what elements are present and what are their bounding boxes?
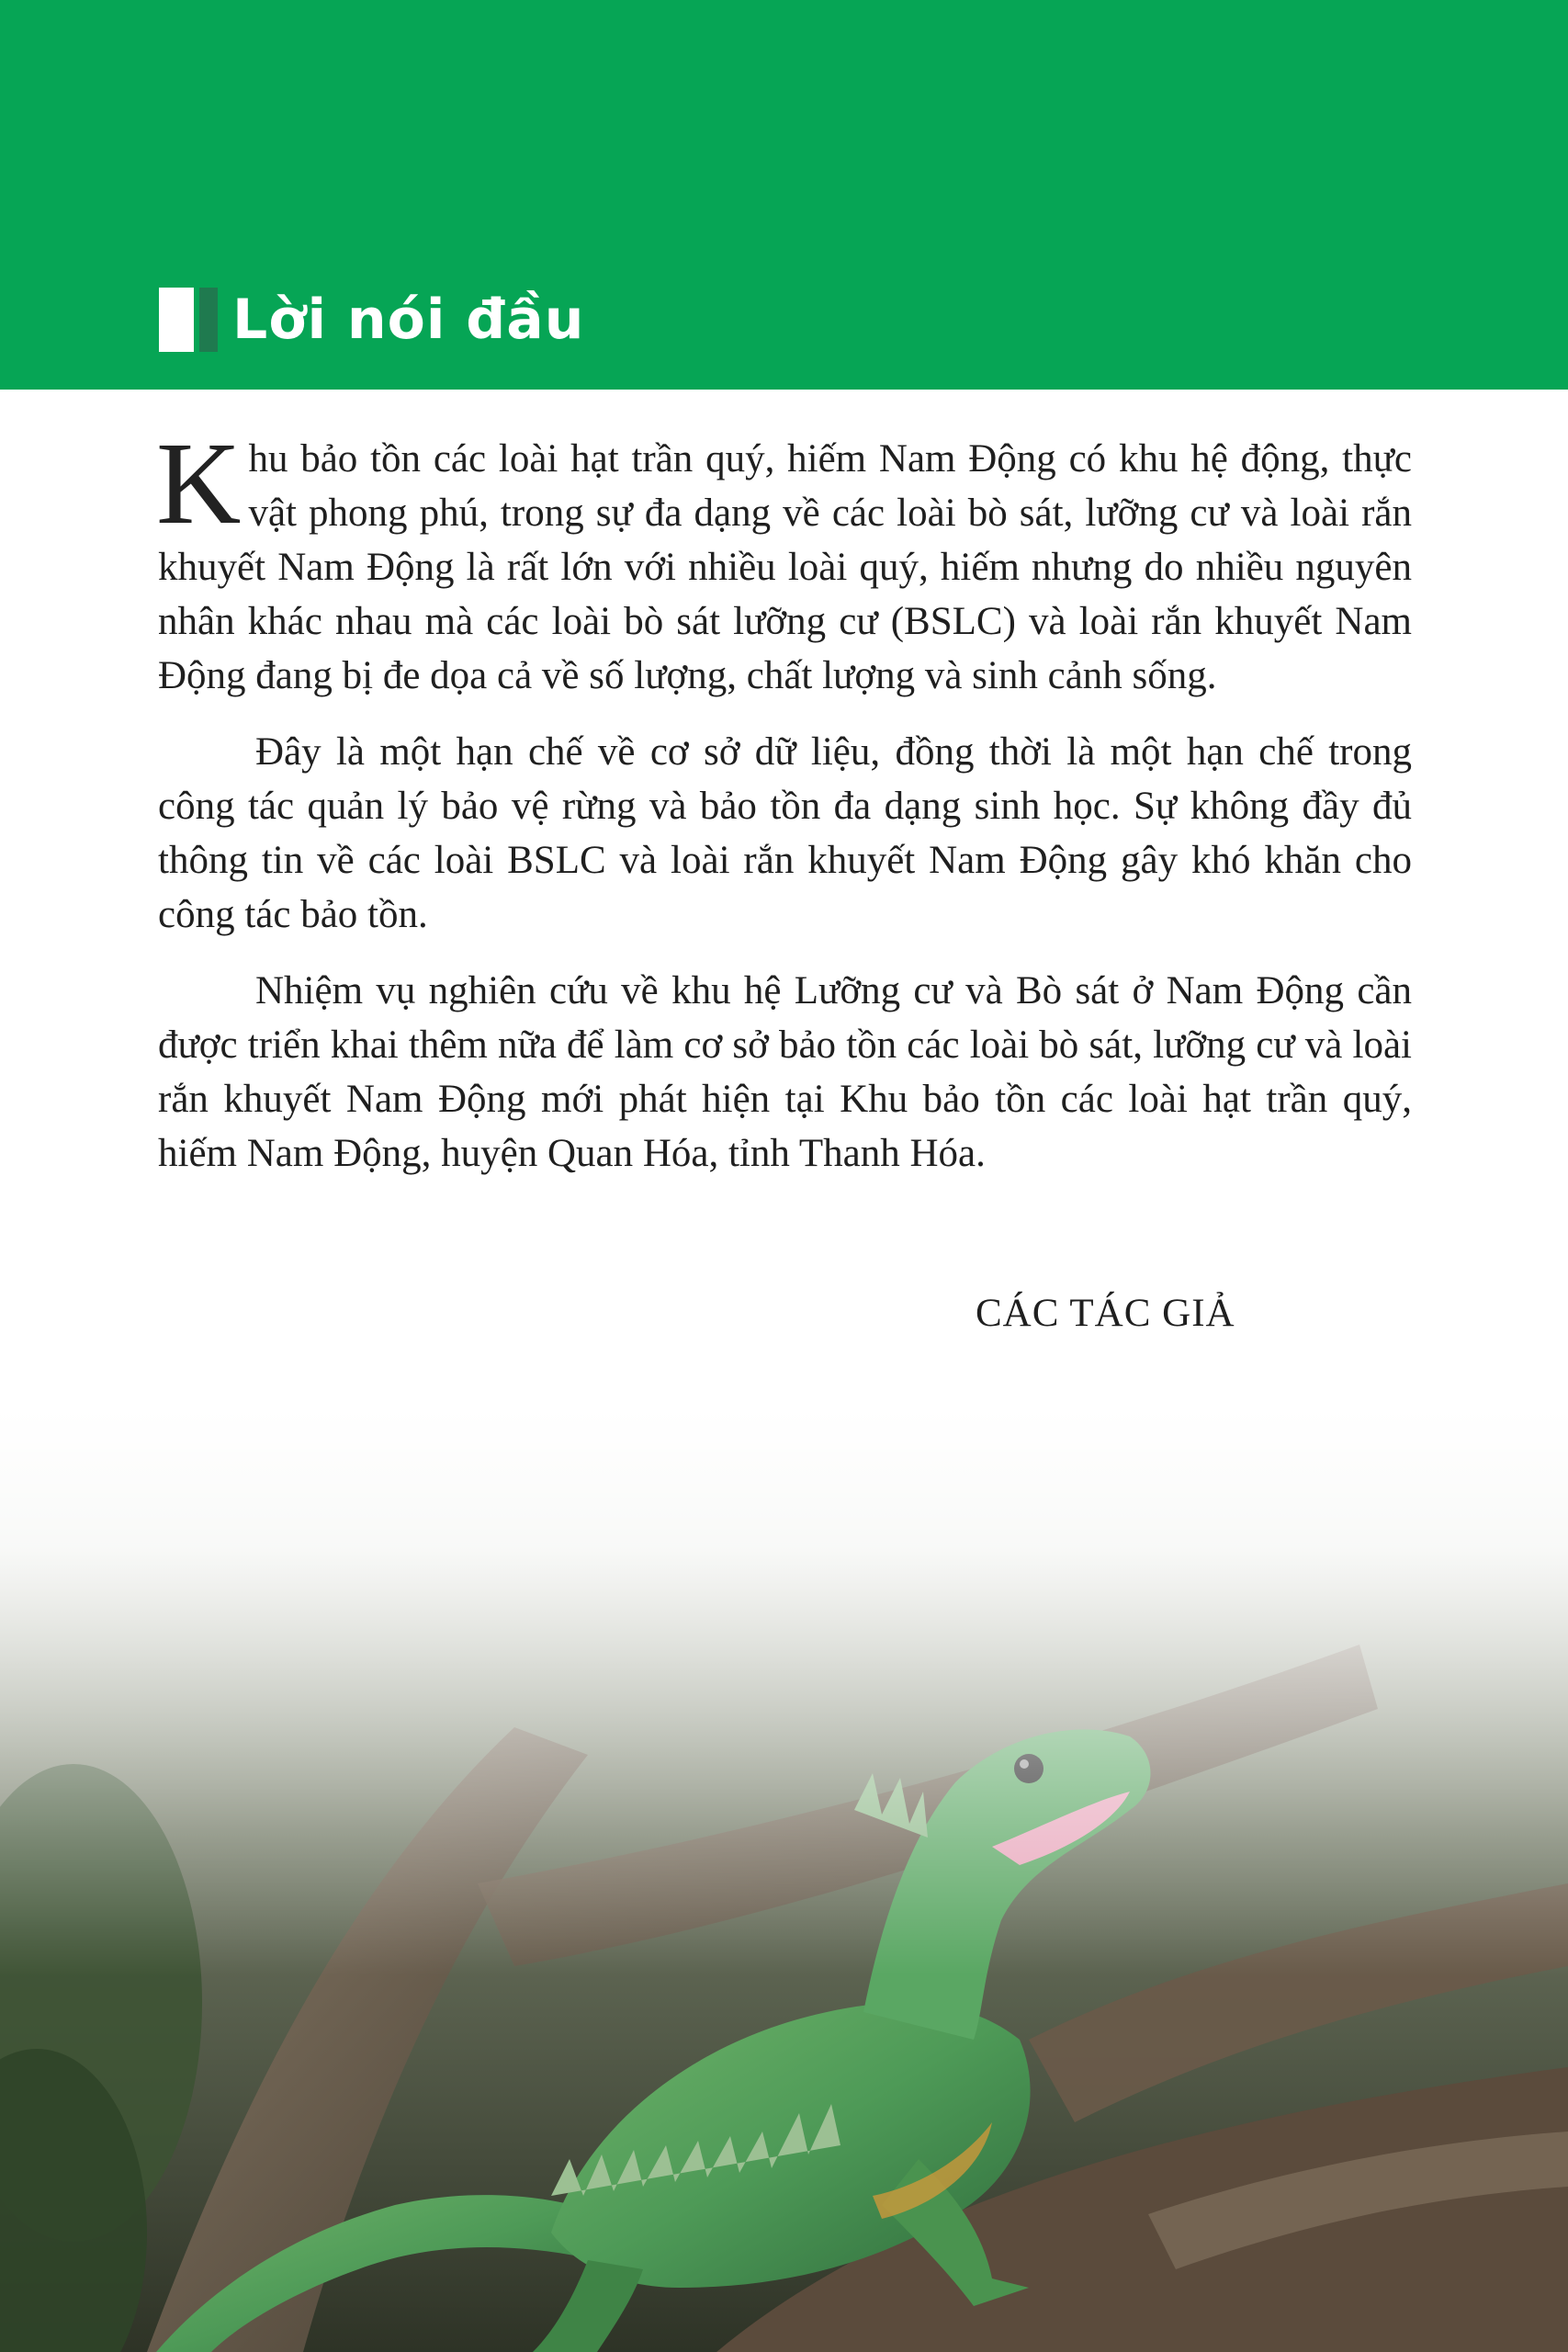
preface-body [156,418,1412,1203]
paragraph-1 [156,418,1412,703]
page-title: Lời nói đầu [232,288,585,352]
title-marker-accent [199,288,218,352]
title-block [159,287,584,353]
title-marker [159,288,194,352]
lizard-photo [0,1406,1568,2352]
paragraph-3: Nhiệm vụ nghiên cứu về khu hệ Lưỡng cư và Bò sát ở Nam Động cần được triển khai thêm nữa để làm cơ sở bảo tồn các loài bò sát, lưỡng cư và loài rắn khuyết Nam Động mới phát hiện tại Khu bảo tồn các loài hạt trần quý, hiếm Nam Động, huyện Quan Hóa, tỉnh Thanh Hóa. [158,969,1412,1175]
paragraph-1-text: hu bảo tồn các loài hạt trần quý, hiếm Nam Động có khu hệ động, thực vật phong phú, trong sự đa dạng về các loài bò sát, lưỡng cư và loài rắn khuyết Nam Động là rất lớn với nhiều loài quý, hiếm nhưng do nhiều nguyên nhân khác nhau mà các loài bò sát lưỡng cư (BSLC) và loài rắn khuyết Nam Động đang bị đe dọa cả về số lượng, chất lượng và sinh cảnh sống. [158,437,1412,697]
drop-cap: K [156,418,242,548]
paragraph-2: Đây là một hạn chế về cơ sở dữ liệu, đồng thời là một hạn chế trong công tác quản lý bảo vệ rừng và bảo tồn đa dạng sinh học. Sự không đầy đủ thông tin về các loài BSLC và loài rắn khuyết Nam Động gây khó khăn cho công tác bảo tồn. [158,730,1412,936]
photo-fade-overlay [0,1406,1568,1975]
author-signature: CÁC TÁC GIẢ [976,1292,1235,1335]
